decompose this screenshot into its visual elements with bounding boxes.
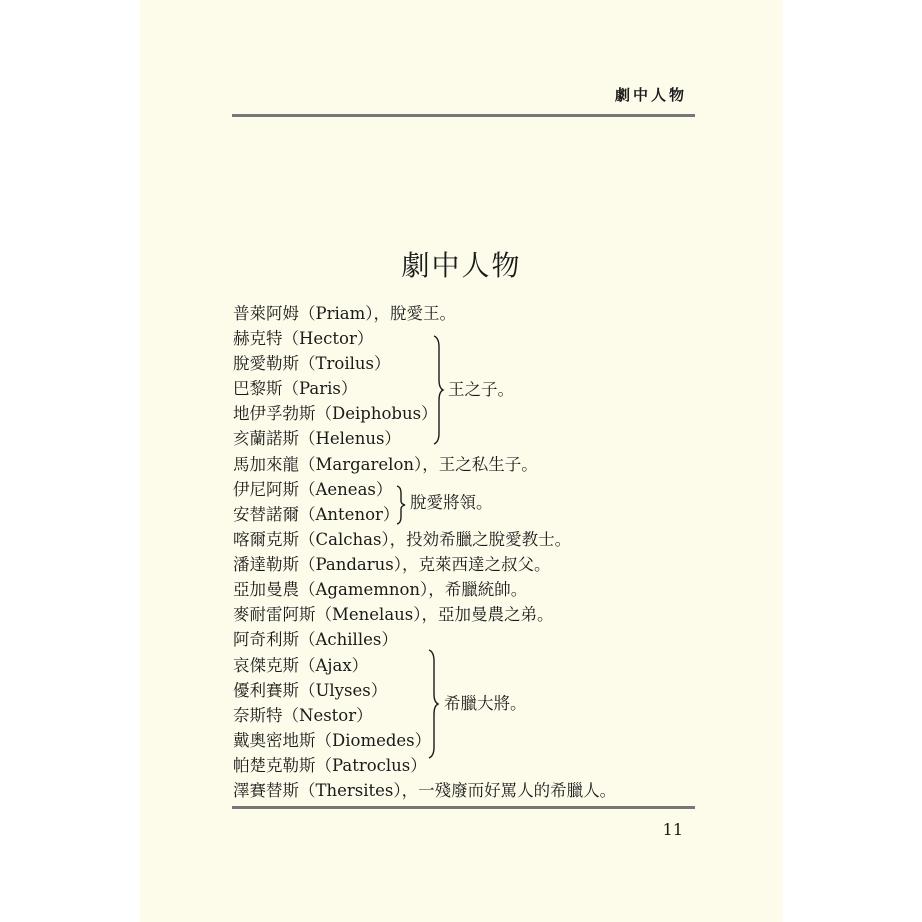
group-label-sons: 王之子。 — [448, 380, 514, 399]
character-line: 帕楚克勒斯（Patroclus） — [233, 756, 427, 775]
character-line: 馬加來龍（Margarelon），王之私生子。 — [233, 455, 538, 474]
character-line: 戴奧密地斯（Diomedes） — [233, 731, 432, 750]
character-line: 喀爾克斯（Calchas），投効希臘之脫愛教士。 — [233, 530, 572, 549]
running-header: 劇中人物 — [614, 86, 687, 104]
character-line: 赫克特（Hector） — [233, 329, 374, 348]
character-line: 澤賽替斯（Thersites），一殘廢而好罵人的希臘人。 — [233, 781, 617, 800]
footer-rule — [232, 806, 695, 809]
header-rule — [232, 114, 695, 117]
character-line: 伊尼阿斯（Aeneas） — [233, 480, 393, 499]
group-label-greek-commanders: 希臘大將。 — [444, 694, 527, 713]
character-line: 巴黎斯（Paris） — [233, 379, 358, 398]
book-page — [140, 0, 783, 922]
group-label-trojan-commanders: 脫愛將領。 — [410, 493, 493, 512]
character-line: 亞加曼農（Agamemnon），希臘統帥。 — [233, 580, 528, 599]
character-line: 奈斯特（Nestor） — [233, 706, 373, 725]
character-line: 麥耐雷阿斯（Menelaus），亞加曼農之弟。 — [233, 605, 554, 624]
character-line: 地伊孚勃斯（Deiphobus） — [233, 404, 438, 423]
character-line: 哀傑克斯（Ajax） — [233, 656, 369, 675]
character-line: 亥蘭諾斯（Helenus） — [233, 429, 401, 448]
character-line: 普萊阿姆（Priam），脫愛王。 — [233, 304, 456, 323]
page-title: 劇中人物 — [401, 249, 522, 282]
character-line: 潘達勒斯（Pandarus），克萊西達之叔父。 — [233, 555, 551, 574]
character-line: 脫愛勒斯（Troilus） — [233, 354, 391, 373]
page-number: 11 — [662, 820, 683, 839]
group-brace — [395, 485, 407, 525]
character-line: 安替諾爾（Antenor） — [233, 505, 400, 524]
character-line: 優利賽斯（Ulyses） — [233, 681, 388, 700]
character-line: 阿奇利斯（Achilles） — [233, 630, 398, 649]
group-brace — [427, 649, 439, 759]
group-brace — [432, 335, 444, 445]
